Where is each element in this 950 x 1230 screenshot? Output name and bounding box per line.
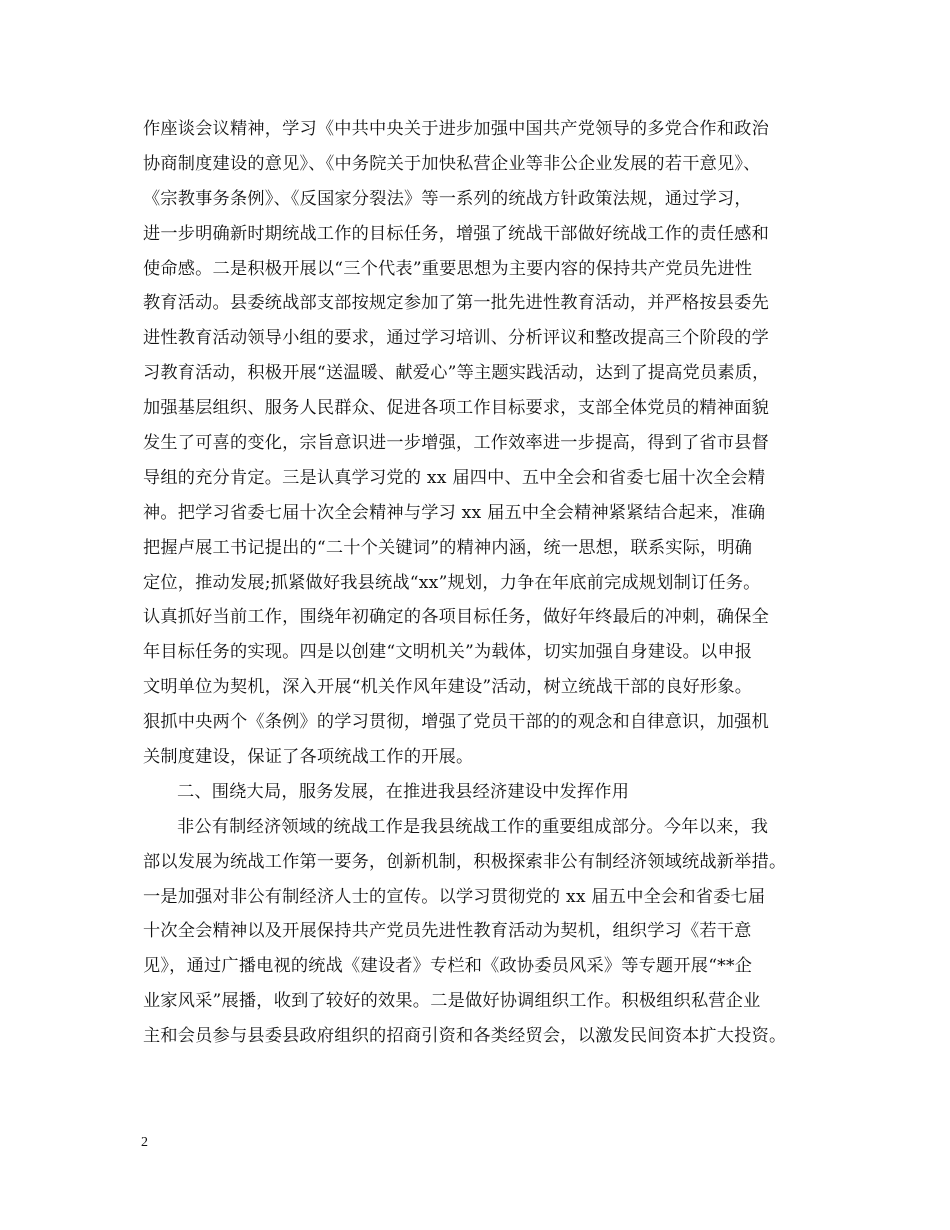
text-line: 协商制度建设的意见》、《中务院关于加快私营企业等非公企业发展的若干意见》、 <box>143 153 761 174</box>
text-line: 进一步明确新时期统战工作的目标任务，增强了统战干部做好统战工作的责任感和 <box>143 223 769 244</box>
text-line: 神。把学习省委七届十次全会精神与学习 xx 届五中全会精神紧紧结合起来，准确 <box>143 502 766 523</box>
text-line: 进性教育活动领导小组的要求，通过学习培训、分析评议和整改提高三个阶段的学 <box>143 328 769 349</box>
text-line: 见》，通过广播电视的统战《建设者》专栏和《政协委员风采》等专题开展“**企 <box>143 956 753 977</box>
text-line: 教育活动。县委统战部支部按规定参加了第一批先进性教育活动，并严格按县委先 <box>143 293 769 314</box>
section-heading: 二、围绕大局，服务发展，在推进我县经济建设中发挥作用 <box>177 781 630 802</box>
text-line: 业家风采”展播，收到了较好的效果。二是做好协调组织工作。积极组织私营企业 <box>143 991 761 1012</box>
text-line: 年目标任务的实现。四是以创建“文明机关”为载体，切实加强自身建设。以申报 <box>143 642 753 663</box>
text-line: 认真抓好当前工作，围绕年初确定的各项目标任务，做好年终最后的冲刺，确保全 <box>143 607 769 628</box>
paragraph-start-line: 非公有制经济领域的统战工作是我县统战工作的重要组成部分。今年以来，我 <box>177 816 769 837</box>
text-line: 关制度建设，保证了各项统战工作的开展。 <box>143 747 474 768</box>
text-line: 使命感。二是积极开展以“三个代表”重要思想为主要内容的保持共产党员先进性 <box>143 258 753 279</box>
text-line: 主和会员参与县委县政府组织的招商引资和各类经贸会，以激发民间资本扩大投资。 <box>143 1026 787 1047</box>
text-line: 发生了可喜的变化，宗旨意识进一步增强，工作效率进一步提高，得到了省市县督 <box>143 433 769 454</box>
text-line: 习教育活动，积极开展“送温暖、献爱心”等主题实践活动，达到了提高党员素质， <box>143 363 770 384</box>
text-line: 把握卢展工书记提出的“二十个关键词”的精神内涵，统一思想，联系实际，明确 <box>143 537 753 558</box>
page-number: 2 <box>141 1135 148 1150</box>
text-line: 《宗教事务条例》、《反国家分裂法》等一系列的统战方针政策法规，通过学习， <box>143 188 752 209</box>
text-line: 狠抓中央两个《条例》的学习贯彻，增强了党员干部的的观念和自律意识，加强机 <box>143 712 769 733</box>
text-line: 加强基层组织、服务人民群众、促进各项工作目标要求，支部全体党员的精神面貌 <box>143 398 769 419</box>
text-line: 文明单位为契机，深入开展“机关作风年建设”活动，树立统战干部的良好形象。 <box>143 677 753 698</box>
text-line: 一是加强对非公有制经济人士的宣传。以学习贯彻党的 xx 届五中全会和省委七届 <box>143 886 766 907</box>
body-text <box>143 112 823 1054</box>
text-line: 十次全会精神以及开展保持共产党员先进性教育活动为契机，组织学习《若干意 <box>143 921 752 942</box>
text-line: 定位，推动发展;抓紧做好我县统战“xx”规划，力争在年底前完成规划制订任务。 <box>143 572 761 593</box>
text-line: 作座谈会议精神，学习《中共中央关于进步加强中国共产党领导的多党合作和政治 <box>143 119 769 139</box>
text-line: 导组的充分肯定。三是认真学习党的 xx 届四中、五中全会和省委七届十次全会精 <box>143 467 766 488</box>
text-line: 部以发展为统战工作第一要务，创新机制，积极探索非公有制经济领域统战新举措。 <box>143 851 787 872</box>
